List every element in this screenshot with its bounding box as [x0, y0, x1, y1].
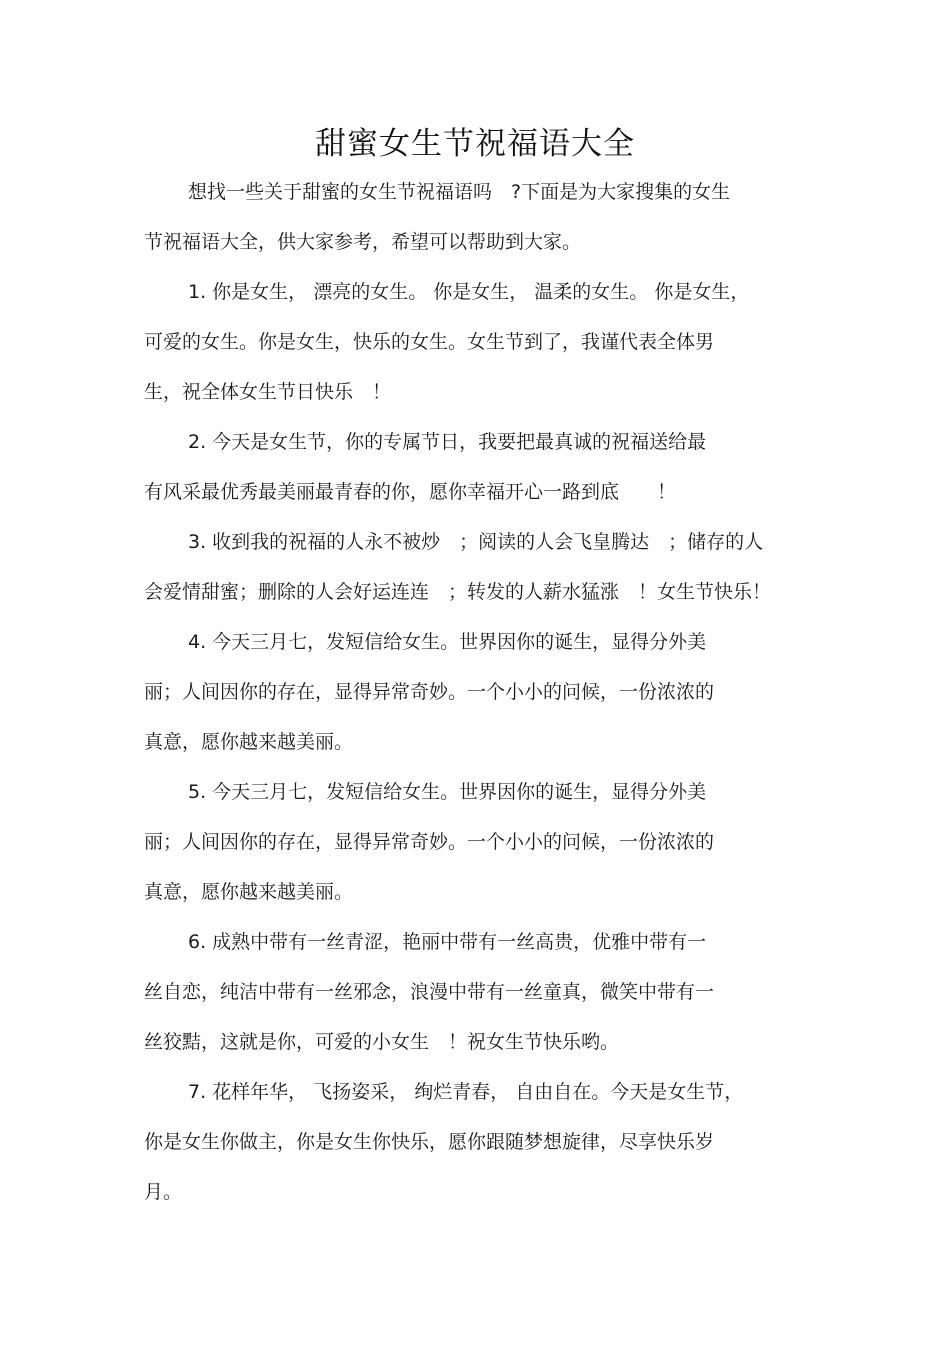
- item-4-line-3: 真意，愿你越来越美丽。: [144, 731, 354, 753]
- document-title: 甜蜜女生节祝福语大全: [315, 126, 635, 162]
- item-3-line-1: 3. 收到我的祝福的人永不被炒 ；阅读的人会飞皇腾达 ；储存的人: [188, 531, 764, 553]
- item-1-line-3: 生，祝全体女生节日快乐 ！: [144, 381, 392, 403]
- item-1-line-1: 1. 你是女生， 漂亮的女生。 你是女生， 温柔的女生。 你是女生，: [188, 281, 750, 303]
- item-6-line-1: 6. 成熟中带有一丝青涩，艳丽中带有一丝高贵，优雅中带有一: [188, 931, 707, 953]
- item-1-line-2: 可爱的女生。你是女生，快乐的女生。女生节到了，我谨代表全体男: [144, 331, 715, 353]
- item-5-line-2: 丽；人间因你的存在，显得异常奇妙。一个小小的问候，一份浓浓的: [144, 831, 715, 853]
- item-7-line-3: 月。: [144, 1181, 183, 1203]
- intro-line-1: 想找一些关于甜蜜的女生节祝福语吗 ?下面是为大家搜集的女生: [188, 181, 731, 203]
- item-6-line-2: 丝自恋，纯洁中带有一丝邪念，浪漫中带有一丝童真，微笑中带有一: [144, 981, 715, 1003]
- item-7-line-2: 你是女生你做主，你是女生你快乐，愿你跟随梦想旋律，尽享快乐岁: [144, 1131, 715, 1153]
- item-6-line-3: 丝狡黠，这就是你，可爱的小女生 ！祝女生节快乐哟。: [144, 1031, 620, 1053]
- item-2-line-1: 2. 今天是女生节，你的专属节日，我要把最真诚的祝福送给最: [188, 431, 707, 453]
- item-5-line-3: 真意，愿你越来越美丽。: [144, 881, 354, 903]
- intro-line-2: 节祝福语大全，供大家参考，希望可以帮助到大家。: [144, 231, 582, 253]
- item-4-line-1: 4. 今天三月七，发短信给女生。世界因你的诞生，显得分外美: [188, 631, 707, 653]
- item-4-line-2: 丽；人间因你的存在，显得异常奇妙。一个小小的问候，一份浓浓的: [144, 681, 715, 703]
- item-7-line-1: 7. 花样年华， 飞扬姿采， 绚烂青春， 自由自在。今天是女生节，: [188, 1081, 744, 1103]
- item-3-line-2: 会爱情甜蜜；删除的人会好运连连 ；转发的人薪水猛涨 ！女生节快乐！: [144, 581, 772, 603]
- item-2-line-2: 有风采最优秀最美丽最青春的你，愿你幸福开心一路到底 ！: [144, 481, 677, 503]
- item-5-line-1: 5. 今天三月七，发短信给女生。世界因你的诞生，显得分外美: [188, 781, 707, 803]
